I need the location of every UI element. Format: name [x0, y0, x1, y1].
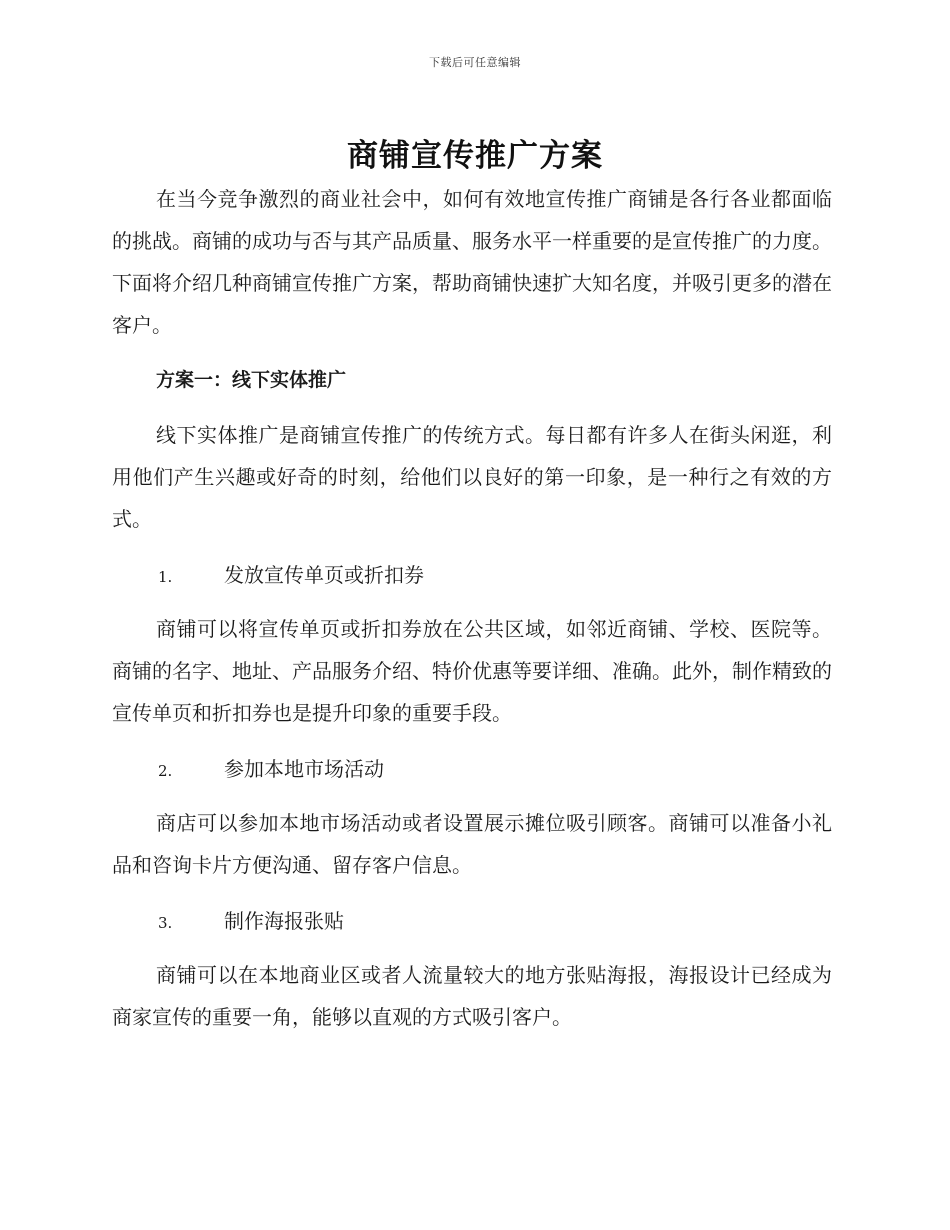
document-title: 商铺宣传推广方案	[347, 138, 603, 174]
section-heading: 方案一：线下实体推广	[156, 369, 347, 391]
intro-paragraph: 在当今竞争激烈的商业社会中，如何有效地宣传推广商铺是各行各业都面临的挑战。商铺的成功与否与其产品质量、服务水平一样重要的是宣传推广的力度。下面将介绍几种商铺宣传推广方案，帮助商铺快速扩大知名度，并吸引更多的潜在客户。	[112, 187, 832, 337]
list-item-3	[158, 906, 344, 938]
section-paragraph: 线下实体推广是商铺宣传推广的传统方式。每日都有许多人在街头闲逛，利用他们产生兴趣或好奇的时刻，给他们以良好的第一印象，是一种行之有效的方式。	[112, 423, 832, 531]
item-paragraph-3: 商铺可以在本地商业区或者人流量较大的地方张贴海报，海报设计已经成为商家宣传的重要一角，能够以直观的方式吸引客户。	[112, 963, 832, 1029]
item-paragraph-1: 商铺可以将宣传单页或折扣券放在公共区域，如邻近商铺、学校、医院等。商铺的名字、地址、产品服务介绍、特价优惠等要详细、准确。此外，制作精致的宣传单页和折扣券也是提升印象的重要手段。	[112, 617, 832, 725]
list-number: 1.	[158, 568, 173, 586]
list-item-1	[158, 560, 424, 592]
list-label: 参加本地市场活动	[224, 757, 384, 781]
item-paragraph-2: 商店可以参加本地市场活动或者设置展示摊位吸引顾客。商铺可以准备小礼品和咨询卡片方便沟通、留存客户信息。	[112, 811, 832, 877]
list-label: 制作海报张贴	[224, 909, 344, 933]
list-label: 发放宣传单页或折扣券	[224, 563, 424, 587]
list-item-2	[158, 754, 384, 786]
header-note: 下载后可任意编辑	[429, 56, 521, 69]
list-number: 2.	[158, 762, 173, 780]
list-number: 3.	[158, 914, 173, 932]
